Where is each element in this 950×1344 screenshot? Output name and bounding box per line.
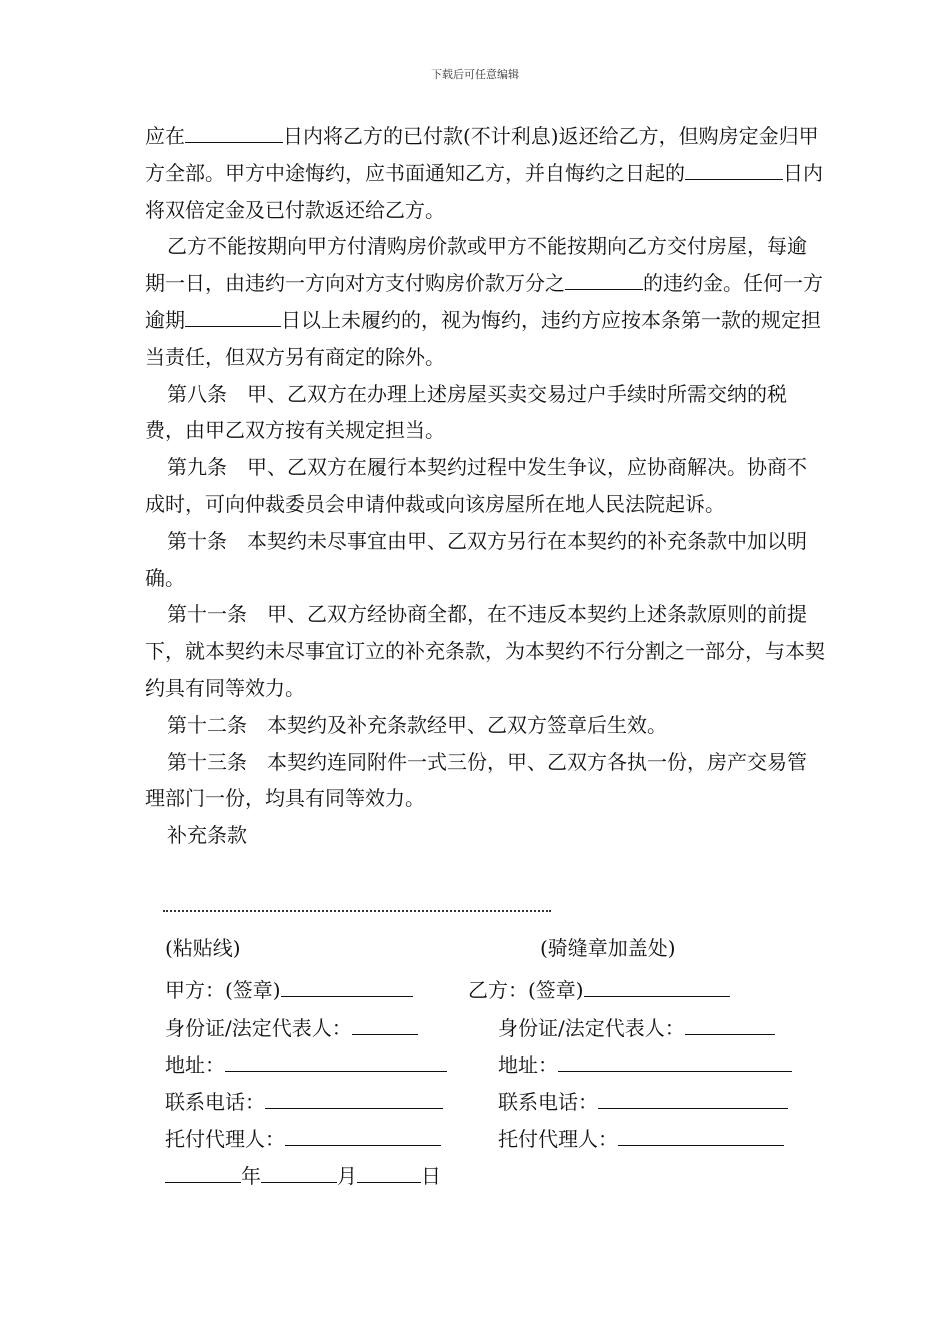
party-b-seal-field[interactable] [584, 974, 730, 997]
text-segment: 日内将乙方的已付款(不计利息)返还给乙方，但购房定金归甲方全部。甲方中途悔约，应书面通知乙方，并自悔约之日起的 [145, 124, 819, 185]
paragraph-late-payment [145, 228, 825, 375]
text-segment: 日内将双倍定金及已付款返还给乙方。 [145, 160, 823, 222]
text-segment: 应在 [145, 124, 185, 148]
article-12: 第十二条 本契约及补充条款经甲、乙双方签章后生效。 [167, 712, 667, 737]
party-a-phone-field[interactable] [265, 1086, 443, 1109]
party-a-signature [165, 974, 413, 1002]
supplementary-terms-heading: 补充条款 [167, 823, 247, 848]
party-a-phone-label: 联系电话： [165, 1090, 265, 1114]
paste-line-label: (粘贴线) [165, 936, 241, 960]
party-a-agent-label: 托付代理人： [165, 1127, 285, 1151]
year-field[interactable] [165, 1160, 241, 1183]
article-9: 第九条 甲、乙双方在履行本契约过程中发生争议，应协商解决。协商不成时，可向仲裁委员会申请仲裁或向该房屋所在地人民法院起诉。 [145, 455, 807, 516]
party-b-agent [498, 1123, 784, 1151]
party-b-address [498, 1049, 792, 1077]
month-label: 月 [337, 1164, 357, 1188]
party-b-phone [498, 1086, 788, 1114]
party-a-id-field[interactable] [352, 1012, 418, 1035]
party-b-signature [468, 974, 730, 1002]
article-13: 第十三条 本契约连同附件一式三份，甲、乙双方各执一份，房产交易管理部门一份，均具有同等效力。 [145, 749, 807, 811]
party-a-seal-field[interactable] [281, 974, 413, 997]
party-b-address-label: 地址： [498, 1053, 558, 1077]
party-a-id [165, 1012, 418, 1040]
seam-seal-label: (骑缝章加盖处) [540, 936, 676, 960]
party-a-address [165, 1049, 447, 1077]
paste-dotted-line [163, 908, 551, 912]
party-b-agent-field[interactable] [618, 1123, 784, 1146]
party-b-id-field[interactable] [685, 1012, 775, 1035]
party-b-id [498, 1012, 775, 1040]
article-11: 第十一条 甲、乙双方经协商全都，在不违反本契约上述条款原则的前提下，就本契约未尽事宜订立的补充条款，为本契约不行分割之一部分，与本契约具有同等效力。 [145, 602, 825, 700]
text-segment: 乙方不能按期向甲方付清购房价款或甲方不能按期向乙方交付房屋，每逾期一日，由违约一方向对方支付购房价款万分之 [145, 234, 807, 296]
party-b-phone-field[interactable] [598, 1086, 788, 1109]
party-b-address-field[interactable] [558, 1049, 792, 1072]
party-b-phone-label: 联系电话： [498, 1090, 598, 1114]
party-b-id-label: 身份证/法定代表人： [498, 1016, 685, 1040]
party-a-label: 甲方：(签章) [165, 978, 281, 1002]
party-a-agent-field[interactable] [285, 1123, 441, 1146]
blank-field[interactable] [685, 157, 783, 180]
party-a-phone [165, 1086, 443, 1114]
party-a-agent [165, 1123, 441, 1151]
blank-field[interactable] [565, 267, 643, 290]
date-line [165, 1160, 441, 1188]
article-8: 第八条 甲、乙双方在办理上述房屋买卖交易过户手续时所需交纳的税费，由甲乙双方按有关规定担当。 [145, 381, 787, 443]
day-label: 日 [421, 1164, 441, 1188]
text-segment: 日以上未履约的，视为悔约，违约方应按本条第一款的规定担当责任，但双方另有商定的除外。 [145, 307, 821, 369]
month-field[interactable] [261, 1160, 337, 1183]
blank-field[interactable] [185, 120, 283, 143]
document-body [145, 118, 825, 854]
party-b-agent-label: 托付代理人： [498, 1127, 618, 1151]
year-label: 年 [241, 1164, 261, 1188]
paragraph-refund [145, 118, 825, 228]
party-a-address-label: 地址： [165, 1053, 225, 1077]
page-header: 下载后可任意编辑 [431, 68, 519, 81]
blank-field[interactable] [185, 304, 281, 327]
text-segment: 的违约金。任何一方逾期 [145, 271, 823, 332]
day-field[interactable] [357, 1160, 421, 1183]
article-10: 第十条 本契约未尽事宜由甲、乙双方另行在本契约的补充条款中加以明确。 [145, 528, 807, 590]
party-a-address-field[interactable] [225, 1049, 447, 1072]
party-a-id-label: 身份证/法定代表人： [165, 1016, 352, 1040]
party-b-label: 乙方：(签章) [468, 978, 584, 1002]
